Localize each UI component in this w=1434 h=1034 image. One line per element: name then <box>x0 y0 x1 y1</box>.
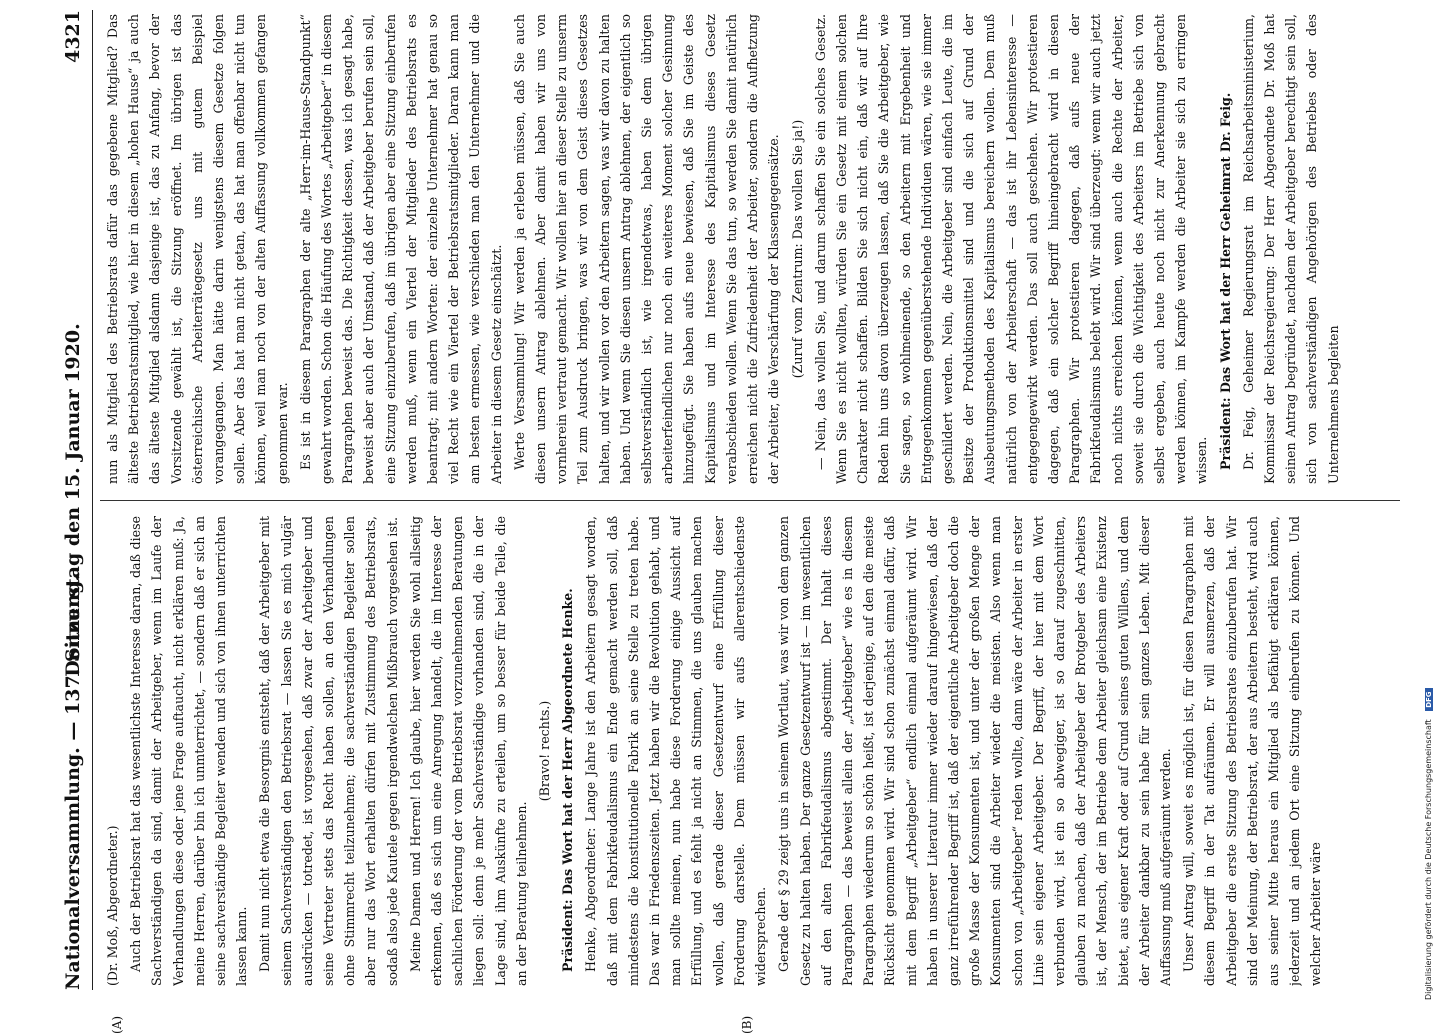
interjection: (Bravo! rechts.) <box>537 700 553 802</box>
right-column <box>102 14 1392 484</box>
left-column <box>102 516 1392 986</box>
paragraph: Auch der Betriebsrat hat das wesentlichste Interesse daran, daß diese Sachverständigen da sind, damit der Arbeitgeber, wenn im Laufe der Verhandlungen diese oder jene Frage auftaucht, nicht erklären muß: Ja, meine Herren, darüber bin ich unmterrichtet, — sondern daß er sich an seine sachverständige Begleiter wenden und sich von ihnen unterrichten lassen kann. <box>128 516 250 986</box>
margin-marker-b: (B) <box>740 1015 754 1034</box>
president-paragraph: Präsident: Das Wort hat der Herr Geheimrat Dr. Feig. <box>1217 92 1233 470</box>
interjection: (Zuruf vom Zentrum: Das wollen Sie ja!) <box>789 119 805 379</box>
page-number: 4321 <box>62 10 84 63</box>
president-paragraph: Präsident: Das Wort hat der Herr Abgeordnete Henke. <box>560 588 576 972</box>
paragraph: Werte Versammlung! Wir werden ja erleben müssen, daß Sie auch diesen unsern Antrag ablehnen. Aber damit haben wir uns von vornherein vertraut gemacht. Wir wollen hier an dieser Stelle zu unserm Teil zum Ausdruck bringen, was wir von dem Geist dieses Gesetzes halten, und wir wollen vor den Arbeitern sagen, was wir davon zu halten haben. Und wenn Sie diesen unsern Antrag ablehnen, der eigentlich so selbstverständlich ist, wie irgendetwas, haben Sie dem übrigen arbeiterfeindlichen nur noch ein weiteres Moment solcher Gesinnung hinzugefügt. Sie haben aufs neue bewiesen, daß Sie im Geiste des Kapitalismus und im Interesse des Kapitalismus dieses Gesetz verabschieden wollen. Wenn Sie das tun, so werden Sie damit natürlich erreichen nicht die Zufriedenheit der Arbeiter, sondern die Aufhetzung der Arbeiter, die Verschärfung der Klassengegensätze. <box>511 14 782 484</box>
paragraph: — Nein, das wollen Sie, und darum schaffen Sie ein solches Gesetz. Wenn Sie es nicht wollten, würden Sie ein Gesetz mit einem solchen Charakter nicht schaffen. Bilden Sie sich nicht ein, daß wir auf Ihre Reden hin uns davon überzeugen lassen, daß Sie die Arbeitgeber, wie Sie sagen, so wohlmeinende, so den Arbeitern mit Ergebenheit und Entgegenkommen gegenüberstehende Individuen wären, wie sie immer geschildert werden. Nein, die Arbeitgeber sind einfach Leute, die im Besitze der Produktionsmittel sind und die sich auf Grund der Ausbeutungsmethoden des Kapitalismus bereichern wollen. Dem muß natürlich von der Arbeiterschaft — das ist ihr Lebensinteresse — entgegengewirkt werden. Das soll auch geschehen. Wir protestieren dagegen, daß ein solcher Begriff hineingebracht wird in diesen Paragraphen. Wir protestieren dagegen, daß aufs neue der Fabrikfeudalismus belebt wird. Wir sind überzeugt: wenn wir auch jetzt noch nichts erreichen können, wenn auch die Rechte der Arbeiter, soweit sie durch die Wichtigkeit des Arbeiters im Betriebe sich von selbst ergeben, auch heute noch nicht zur Anerkennung gebracht werden können, im Kampfe werden die Arbeiter sie sich zu erringen wissen. <box>812 14 1210 484</box>
speaker-note: (Dr. Moß, Abgeordneter.) <box>105 825 120 986</box>
column-divider <box>100 500 1400 501</box>
credit-text: Digitalisierung gefördert durch die Deutsche Forschungsgemeinschaft <box>1424 719 1433 1000</box>
header-left: Nationalversammlung. — 137. Sitzung. <box>62 574 84 990</box>
margin-marker-a: (A) <box>110 1015 124 1034</box>
page-header <box>58 10 93 990</box>
document-page <box>50 0 1410 1034</box>
paragraph: Meine Damen und Herren! Ich glaube, hier werden Sie wohl allseitig erkennen, daß es sich um eine Anregung handelt, die im Interesse der sachlichen Förderung der vom Betriebsrat vorzunehmenden Beratungen liegen soll: denn je mehr Sachverständige vorhanden sind, die in der Lage sind, ihm Auskünfte zu erteilen, um so besser für beide Teile, die an der Beratung teilnehmen. <box>407 516 529 986</box>
paragraph: Dr. Feig, Geheimer Regierungsrat im Reichsarbeitsministerium, Kommissar der Reichsregierung: Der Herr Abgeordnete Dr. Moß hat seinen Antrag begründet, nachdem der Arbeitgeber berechtigt sein soll, sich von sachverständigen Angehörigen des Betriebes oder des Unternehmens begleiten <box>1240 14 1341 484</box>
paragraph: nun als Mitglied des Betriebsrats dafür das gegebene Mitglied? Das älteste Betriebsratsmitglied, wie hier in diesem „hohen Hause“ ja auch das älteste Mitglied alsdann dasjenige ist, das zu Anfang, bevor der Vorsitzende gewählt ist, die Sitzung eröffnet. Im übrigen ist das österreichische Arbeiterrätegesetz uns mit gutem Beispiel vorangegangen. Man hätte darin wenigstens diesem Gesetze folgen sollen. Aber das hat man nicht getan, das hat man offenbar nicht tun können, weil man noch von der alten Auffassung vollkommen gefangen genommen war. <box>105 14 290 484</box>
header-date: Donnerstag den 15. Januar 1920. <box>62 323 84 677</box>
paragraph: Henke, Abgeordneter: Lange Jahre ist den Arbeitern gesagt worden, daß mit dem Fabrikfeudalismus ein Ende gemacht werden soll, daß mindestens die konstitutionelle Fabrik an seine Stelle zu treten habe. Das war in Friedenszeiten. Jetzt haben wir die Revolution gehabt, und man sollte meinen, nun habe diese Forderung einige Aussicht auf Erfüllung, und es fehlt ja nicht an Stimmen, die uns glauben machen wollen, daß gerade dieser Gesetzentwurf eine Erfüllung dieser Forderung darstelle. Dem müssen wir aufs allerentschiedenste widersprechen. <box>583 516 769 986</box>
paragraph: Unser Antrag will, soweit es möglich ist, für diesen Paragraphen mit diesem Begriff in der Tat aufräumen. Er will ausmerzen, daß der Arbeitgeber die erste Sitzung des Betriebsrates einzuberufen hat. Wir sind der Meinung, der Betriebsrat, der aus Arbeitern besteht, wird auch aus seiner Mitte heraus ein Mitglied als befähigt erklären können, jederzeit und an jedem Ort eine Sitzung einberufen zu können. Und welcher Arbeiter wäre <box>1181 516 1324 986</box>
dfg-logo: DFG <box>1425 688 1433 710</box>
paragraph: Es ist in diesem Paragraphen der alte „Herr-im-Hause-Standpunkt“ gewahrt worden. Schon die Häufung des Wortes „Arbeitgeber“ in diesem Paragraphen beweist das. Die Richtigkeit dessen, was ich gesagt habe, beweist aber auch der Umstand, daß der Arbeitgeber berufen sein soll, eine Sitzung einzuberufen, daß im übrigen aber eine Sitzung einberufen werden muß, wenn ein Viertel der Mitglieder des Betriebsrats es beantragt; mit andern Worten: der einzelne Unternehmer hat genau so viel Recht wie ein Viertel der Betriebsratsmitglieder. Daran kann man am besten ermessen, wie verschieden man den Unternehmer und die Arbeiter in diesem Gesetz einschätzt. <box>297 14 504 484</box>
digitization-credit <box>1424 688 1433 1000</box>
paragraph: Damit nun nicht etwa die Besorgnis entsteht, daß der Arbeitgeber mit seinem Sachverständigen den Betriebsrat — lassen Sie es mich vulgär ausdrücken — totredet, ist vorgesehen, daß zwar der Arbeitgeber und seine Vertreter stets das Recht haben sollen, an den Verhandlungen ohne Stimmrecht teilzunehmen; die sachverständigen Begleiter sollen aber nur das Wort erhalten dürfen mit Zustimmung des Betriebsrats, sodaß also jede Kautele gegen irgendwelchen Mißbrauch vorgesehen ist. <box>257 516 400 986</box>
paragraph: Gerade der § 29 zeigt uns in seinem Wortlaut, was wir von dem ganzen Gesetz zu halten haben. Der ganze Gesetzentwurf ist — im wesentlichen auf den alten Fabrikfeudalismus abgestimmt. Der Inhalt dieses Paragraphen — das beweist allein der „Arbeitgeber“ wie es in diesem Paragraphen wiederum so schön heißt, ist derjenige, auf den die meiste Rücksicht genommen wird. Wir sind schon zunächst einmal dafür, daß mit dem Begriff „Arbeitgeber“ endlich einmal aufgeräumt wird. Wir haben in unserer Literatur immer wieder darauf hingewiesen, daß der ganz irreführender Begriff ist, daß der eigentliche Arbeitgeber doch die große Masse der Konsumenten ist, und unter der großen Menge der Konsumenten sind die Arbeiter wieder die meisten. Also wenn man schon von „Arbeitgeber“ reden wollte, dann wäre der Arbeiter in erster Linie sein eigener Arbeitgeber. Der Begriff, der hier mit dem Wort verbunden wird, ist ein so abwegiger, ist so darauf zugeschnitten, glauben zu machen, daß der Arbeitgeber der Brotgeber des Arbeiters ist, der Mensch, der im Betriebe dem Arbeiter gleichsam eine Existenz bietet, aus eigener Kraft oder auf Grund seines guten Willens, und dem der Arbeiter dankbar zu sein habe für sein ganzes Leben. Mit dieser Auffassung muß aufgeräumt werden. <box>776 516 1173 986</box>
